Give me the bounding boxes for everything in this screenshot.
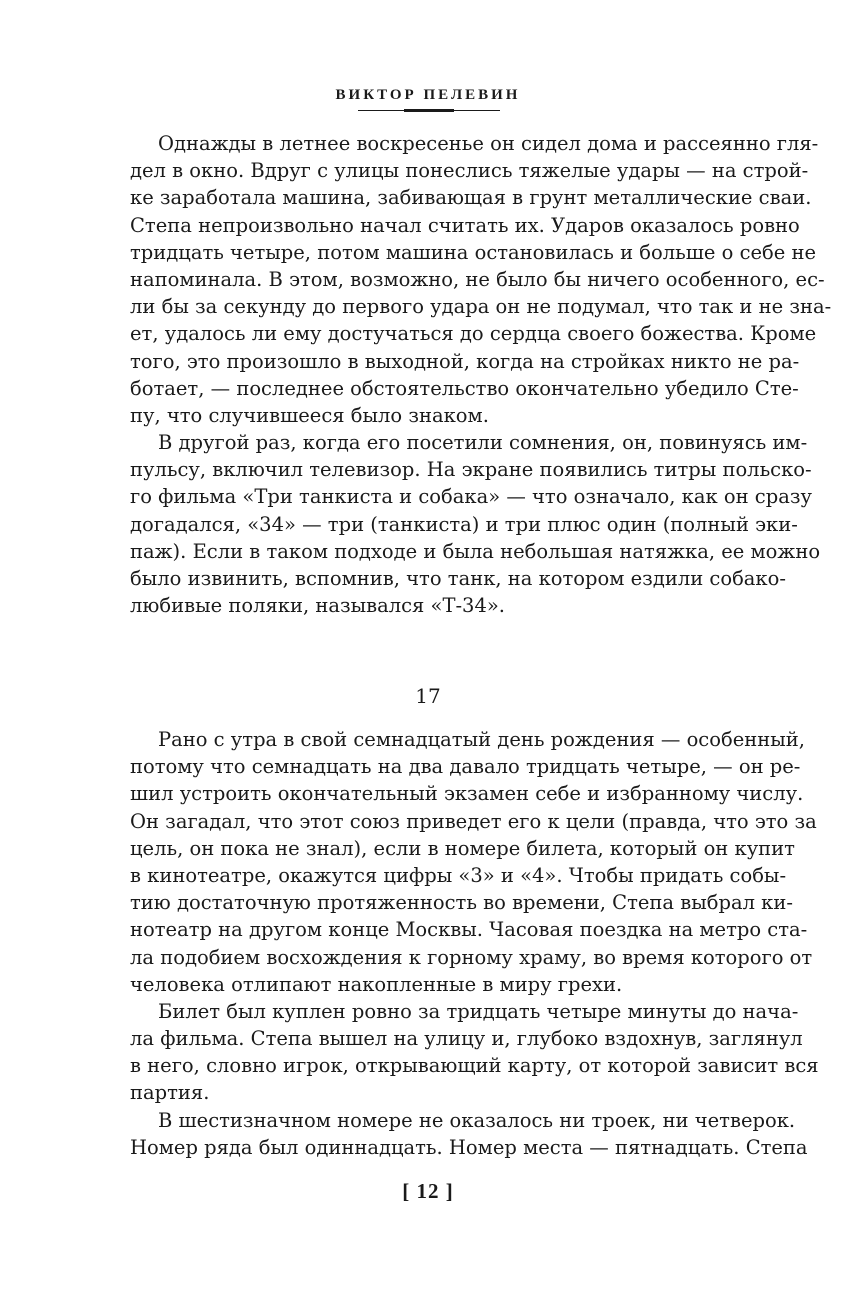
paragraph-line: в него, словно игрок, открывающий карту, от которой зависит вся	[130, 1054, 819, 1078]
text-block-bottom	[130, 726, 819, 1161]
paragraph-line: напоминала. В этом, возможно, не было бы ничего особенного, ес-	[130, 267, 825, 291]
paragraph-line: ботает, — последнее обстоятельство окончательно убедило Сте-	[130, 376, 799, 400]
paragraph-line: партия.	[130, 1081, 210, 1105]
paragraph-line: было извинить, вспомнив, что танк, на котором ездили собако-	[130, 567, 786, 590]
paragraph-line: пу, что случившееся было знаком.	[130, 403, 489, 427]
paragraph-line: догадался, «34» — три (танкиста) и три плюс один (полный эки-	[130, 512, 798, 536]
paragraph-line: ла подобием восхождения к горному храму, во время которого от	[130, 945, 813, 969]
paragraph-line: Рано с утра в свой семнадцатый день рождения — особенный,	[158, 728, 805, 751]
paragraph-line: Номер ряда был одиннадцать. Номер места — пятнадцать. Степа	[130, 1135, 808, 1159]
paragraph-line: ли бы за секунду до первого удара он не подумал, что так и не зна-	[130, 295, 832, 319]
paragraph-line: человека отлипают накопленные в миру грехи.	[130, 972, 623, 996]
paragraph-line: паж). Если в таком подходе и была небольшая натяжка, ее можно	[130, 539, 821, 563]
paragraph-line: Однажды в летнее воскресенье он сидел дома и рассеянно гля-	[158, 132, 819, 155]
paragraph-line: ке заработала машина, забивающая в грунт металлические сваи.	[130, 186, 812, 210]
running-header	[0, 84, 856, 104]
paragraph-line: В шестизначном номере не оказалось ни троек, ни четверок.	[158, 1108, 796, 1132]
text-block-top	[130, 130, 832, 619]
paragraph-line: тридцать четыре, потом машина остановилась и больше о себе не	[130, 240, 817, 264]
paragraph-line: Билет был куплен ровно за тридцать четыре минуты до нача-	[158, 999, 799, 1023]
paragraph-line: ла фильма. Степа вышел на улицу и, глубоко вздохнув, заглянул	[130, 1027, 803, 1051]
chapter-number: 17	[415, 684, 441, 708]
paragraph-line: Степа непроизвольно начал считать их. Ударов оказалось ровно	[130, 213, 800, 237]
running-header-author: ВИКТОР ПЕЛЕВИН	[335, 87, 521, 103]
paragraph-line: дел в окно. Вдруг с улицы понеслись тяжелые удары — на строй-	[130, 159, 809, 183]
paragraph-line: нотеатр на другом конце Москвы. Часовая поездка на метро ста-	[130, 918, 808, 942]
paragraph-line: потому что семнадцать на два давало тридцать четыре, — он ре-	[130, 755, 801, 779]
paragraph-line: того, это произошло в выходной, когда на стройках никто не ра-	[130, 349, 800, 373]
paragraph-line: Он загадал, что этот союз приведет его к цели (правда, что это за	[130, 809, 817, 833]
paragraph-line: цель, он пока не знал), если в номере билета, который он купит	[130, 836, 795, 860]
paragraph-line: тию достаточную протяженность во времени, Степа выбрал ки-	[130, 891, 793, 915]
paragraph-line: пульсу, включил телевизор. На экране появились титры польско-	[130, 458, 812, 482]
paragraph-line: шил устроить окончательный экзамен себе и избранному числу.	[130, 782, 804, 806]
paragraph-line: го фильма «Три танкиста и собака» — что означало, как он сразу	[130, 485, 812, 509]
paragraph-line: любивые поляки, назывался «Т-34».	[130, 594, 506, 618]
paragraph-line: в кинотеатре, окажутся цифры «3» и «4». Чтобы придать собы-	[130, 863, 787, 887]
header-rule-accent	[404, 109, 454, 112]
page-number: [ 12 ]	[402, 1179, 454, 1203]
paragraph-line: ет, удалось ли ему достучаться до сердца своего божества. Кроме	[130, 322, 817, 346]
paragraph-line: В другой раз, когда его посетили сомнения, он, повинуясь им-	[158, 431, 808, 455]
